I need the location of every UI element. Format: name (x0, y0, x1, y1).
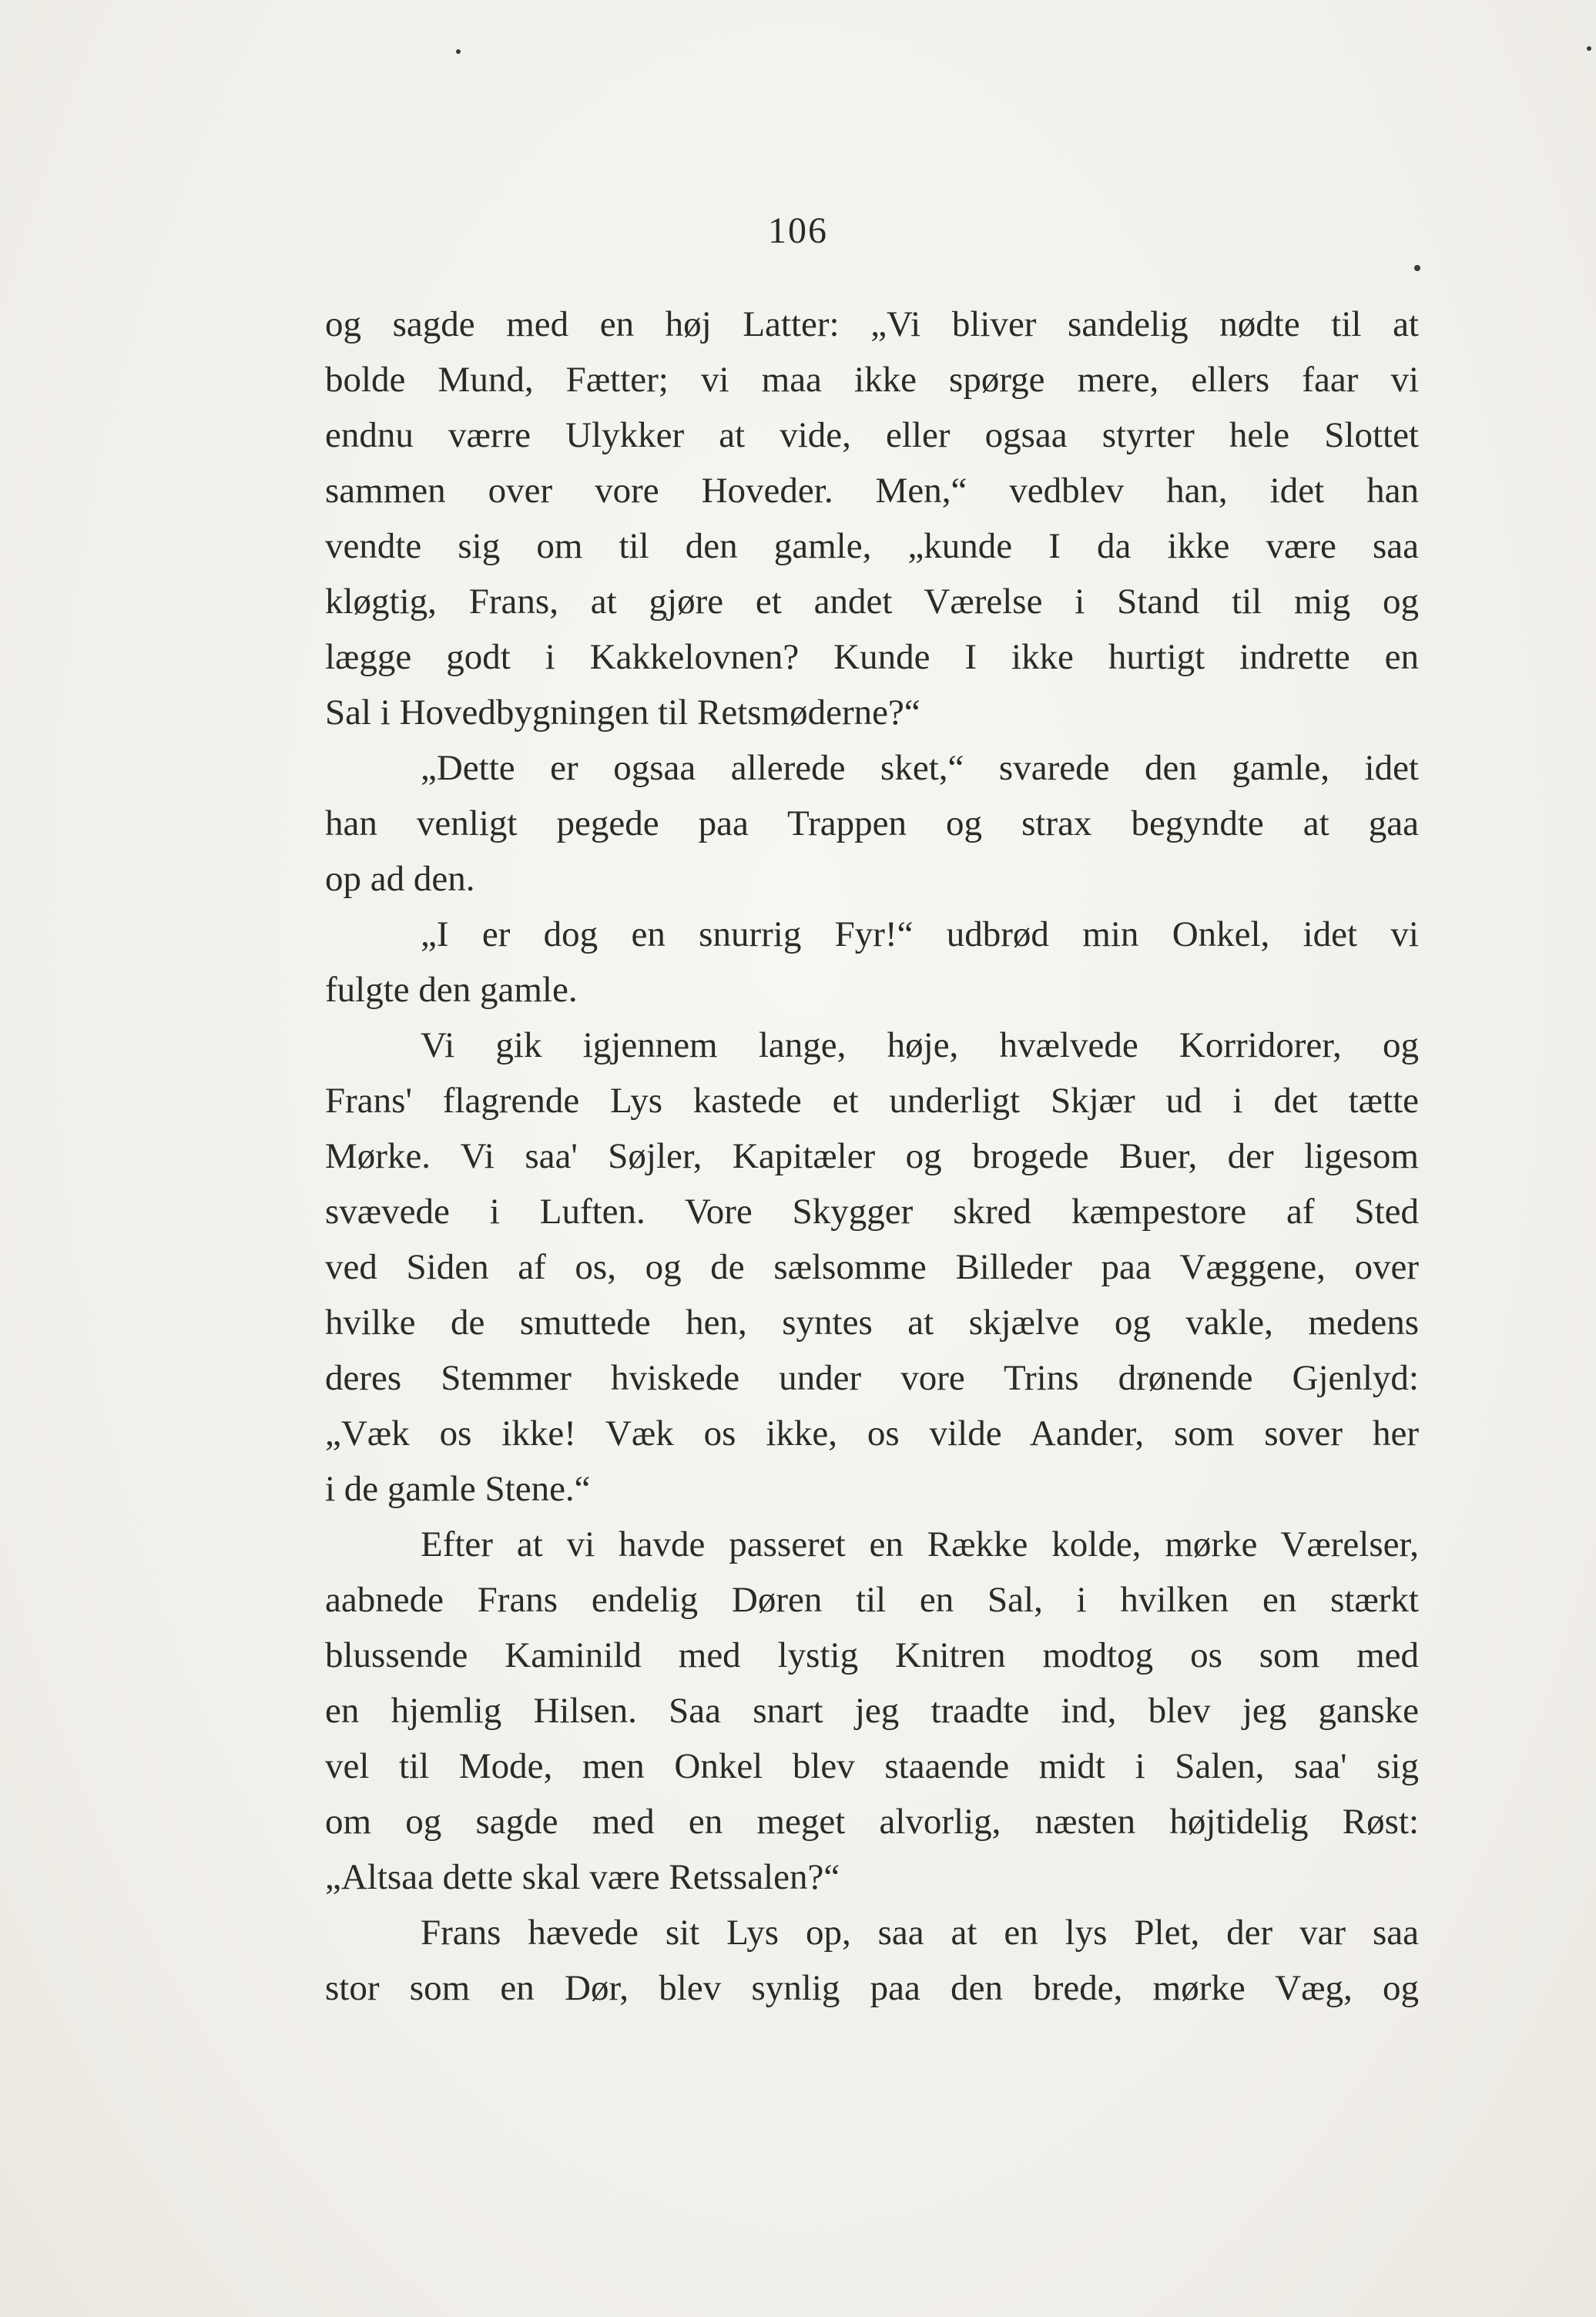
text-line: Mørke. Vi saa' Søjler, Kapitæler og brogede Buer, der ligesom (325, 1136, 1419, 1176)
paper-speck (456, 49, 461, 54)
text-line: kløgtig, Frans, at gjøre et andet Værelse i Stand til mig og (325, 582, 1419, 622)
text-line: i de gamle Stene.“ (325, 1469, 591, 1509)
text-line: Efter at vi havde passeret en Række kolde, mørke Værelser, (421, 1524, 1419, 1564)
text-line: „I er dog en snurrig Fyr!“ udbrød min Onkel, idet vi (421, 914, 1419, 954)
paper-speck (1414, 265, 1420, 271)
text-line: hvilke de smuttede hen, syntes at skjælve og vakle, medens (325, 1303, 1419, 1343)
text-line: Frans' flagrende Lys kastede et underligt Skjær ud i det tætte (325, 1081, 1419, 1121)
text-line: „Væk os ikke! Væk os ikke, os vilde Aander, som sover her (325, 1413, 1419, 1454)
paper-speck (1587, 46, 1591, 51)
text-line: deres Stemmer hviskede under vore Trins drønende Gjenlyd: (325, 1358, 1419, 1398)
text-line: stor som en Dør, blev synlig paa den brede, mørke Væg, og (325, 1968, 1419, 2008)
text-line: om og sagde med en meget alvorlig, næsten højtidelig Røst: (325, 1802, 1419, 1842)
text-line: Vi gik igjennem lange, høje, hvælvede Korridorer, og (421, 1025, 1419, 1065)
text-line: „Dette er ogsaa allerede sket,“ svarede den gamle, idet (421, 748, 1419, 788)
text-line: vel til Mode, men Onkel blev staaende midt i Salen, saa' sig (325, 1746, 1419, 1786)
text-line: fulgte den gamle. (325, 970, 578, 1010)
text-line: ved Siden af os, og de sælsomme Billeder paa Væggene, over (325, 1247, 1419, 1287)
text-line: svævede i Luften. Vore Skygger skred kæmpestore af Sted (325, 1192, 1419, 1232)
text-line: blussende Kaminild med lystig Knitren modtog os som med (325, 1635, 1419, 1675)
text-line: en hjemlig Hilsen. Saa snart jeg traadte ind, blev jeg ganske (325, 1691, 1419, 1731)
text-line: aabnede Frans endelig Døren til en Sal, i hvilken en stærkt (325, 1580, 1419, 1620)
text-line: endnu værre Ulykker at vide, eller ogsaa styrter hele Slottet (325, 415, 1419, 455)
text-line: bolde Mund, Fætter; vi maa ikke spørge mere, ellers faar vi (325, 360, 1419, 400)
text-line: Frans hævede sit Lys op, saa at en lys Plet, der var saa (421, 1913, 1419, 1953)
page-number: 106 (768, 210, 828, 251)
text-line: han venligt pegede paa Trappen og strax begyndte at gaa (325, 803, 1419, 843)
text-line: og sagde med en høj Latter: „Vi bliver sandelig nødte til at (325, 304, 1419, 344)
text-line: sammen over vore Hoveder. Men,“ vedblev han, idet han (325, 471, 1419, 511)
body-text (325, 297, 1419, 2016)
text-line: op ad den. (325, 859, 475, 899)
text-line: vendte sig om til den gamle, „kunde I da ikke være saa (325, 526, 1419, 566)
text-line: Sal i Hovedbygningen til Retsmøderne?“ (325, 692, 920, 733)
text-line: lægge godt i Kakkelovnen? Kunde I ikke hurtigt indrette en (325, 637, 1419, 677)
text-line: „Altsaa dette skal være Retssalen?“ (325, 1857, 840, 1897)
